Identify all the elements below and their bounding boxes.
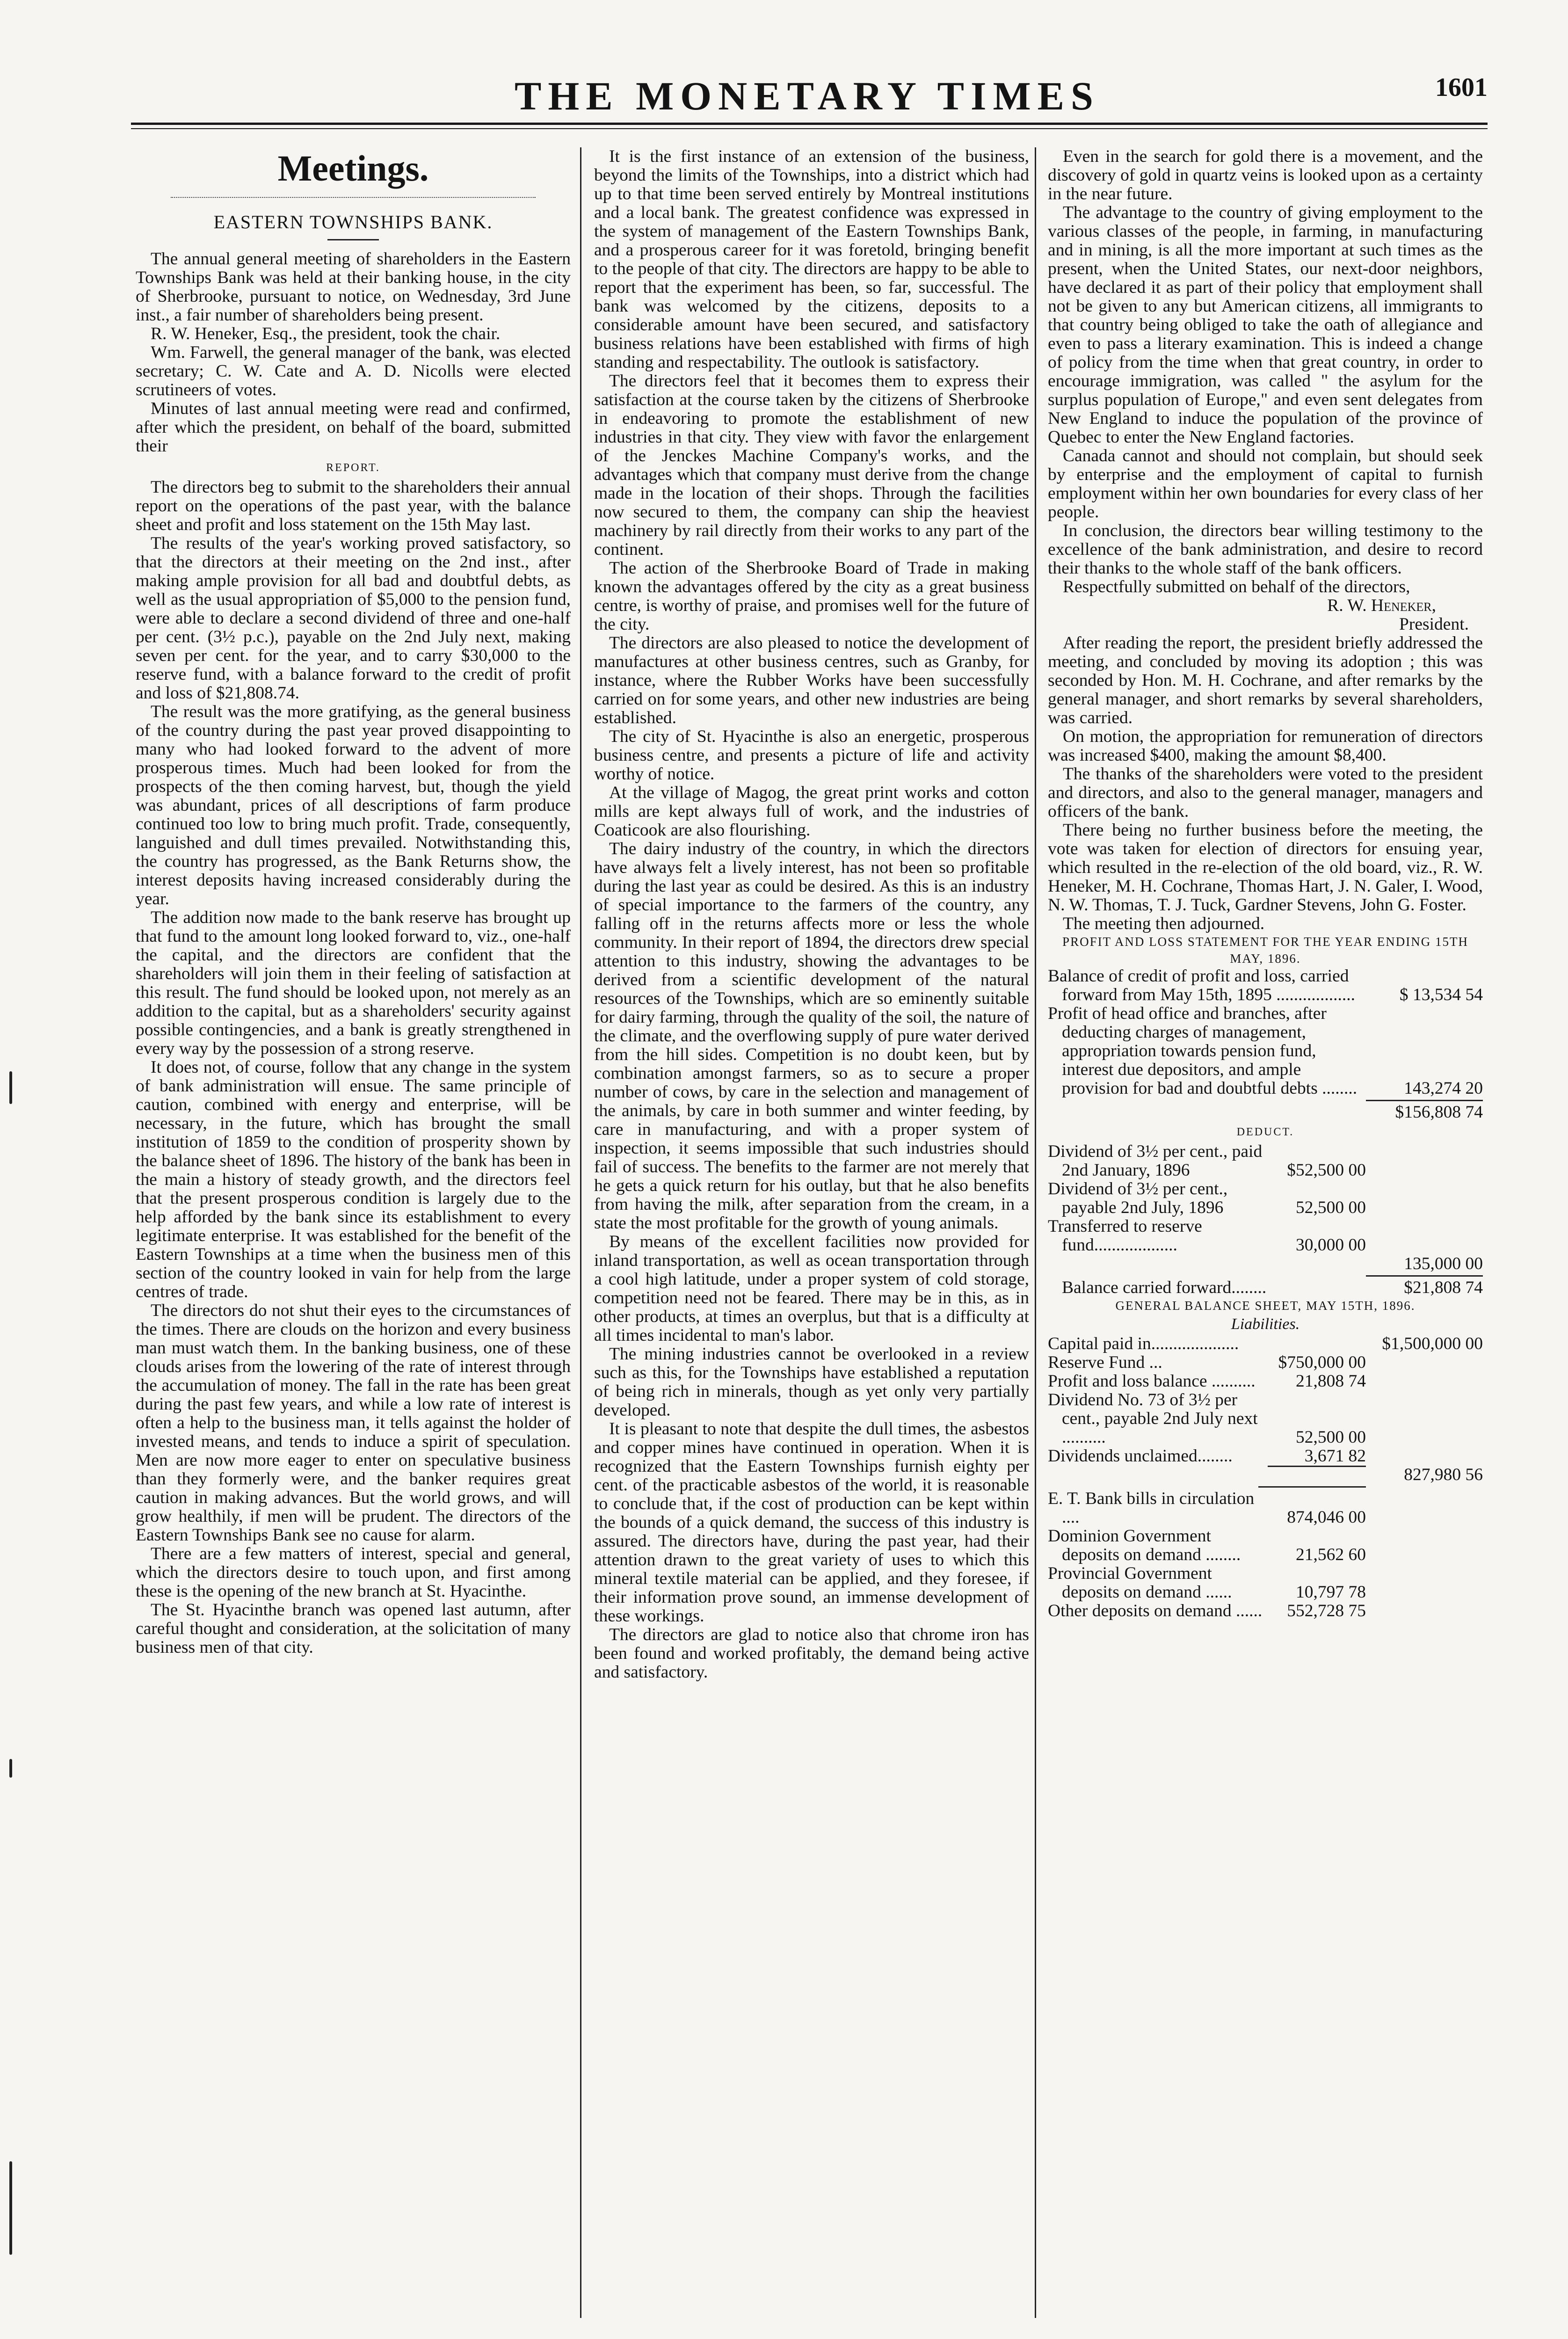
margin-mark xyxy=(9,2161,12,2255)
balance-forward-amount: $21,808 74 xyxy=(1404,1278,1483,1297)
other-deposits-label: Other deposits on demand ...... xyxy=(1048,1601,1263,1620)
deduct-heading: DEDUCT. xyxy=(1236,1126,1294,1138)
title-rule xyxy=(327,239,379,240)
pl-profit-amount: 143,274 20 xyxy=(1404,1079,1483,1098)
dominion-deposits-amount: 21,562 60 xyxy=(1296,1545,1366,1564)
bs-row xyxy=(1048,1602,1483,1620)
paragraph: The action of the Sherbrooke Board of Trade in making known the advantages offered by the city as a great business centre, is worthy of praise, and promises well for the future of the city. xyxy=(594,559,1029,634)
report-heading: REPORT. xyxy=(326,462,380,474)
paragraph: Even in the search for gold there is a movement, and the discovery of gold in quartz veins is looked upon as a certainty in the near future. xyxy=(1048,147,1483,203)
provincial-deposits-label: Provincial Government deposits on demand ...... xyxy=(1048,1564,1232,1602)
bs-row xyxy=(1048,1391,1483,1447)
masthead-rule-bottom xyxy=(131,128,1488,129)
bs-row xyxy=(1048,1489,1483,1527)
page-number: 1601 xyxy=(1435,73,1488,102)
dividend-1-amount: $52,500 00 xyxy=(1287,1161,1366,1180)
pl-row xyxy=(1048,967,1483,1004)
paragraph: The directors do not shut their eyes to the circumstances of the times. There are clouds on the horizon and every business man must watch them. In the banking business, one of these clouds arises from the lowering of the rate of interest through the accumulation of money. The fall in the rate has been great during the past few years, and while a low rate of interest is often a help to the business man, it tells against the holder of invested means, and tends to induce a spirit of speculation. Men are now more eager to enter on speculative business than they formerly were, and the banker requires great caution in making advances. But the world grows, and will grow healthily, if men will be prudent. The directors of the Eastern Townships Bank see no cause for alarm. xyxy=(136,1301,571,1545)
paragraph: Respectfully submitted on behalf of the directors, xyxy=(1063,577,1410,596)
paragraph: The dairy industry of the country, in which the directors have always felt a lively interest, has not been so profitable during the last year as could be desired. As this is an industry of special importance to the farmers of the country, any falling off in the returns affects more or less the whole community. In their report of 1894, the directors drew special attention to this industry, showing the advantages to be derived from a scientific development of the natural resources of the Townships, which are so eminently suitable for dairy farming, through the quality of the soil, the nature of the climate, and the overflowing supply of pure water derived from the hill sides. Competition is no doubt keen, but by combination amongst farmers, so as to secure a proper number of cows, by care in the selection and management of the animals, by care in both summer and winter feeding, by care in manufacturing, and with a proper system of inspection, it seems impossible that such industries should fail of success. The benefits to the farmer are not merely that he gets a quick return for his outlay, but that he also benefits from having the milk, after separation from the cream, in a state the most profitable for the growth of young animals. xyxy=(594,839,1029,1233)
column-rule xyxy=(580,147,581,2318)
bs-row xyxy=(1048,1353,1483,1372)
pl-total: $156,808 74 xyxy=(1395,1103,1483,1122)
pl-balance-amount: $ 13,534 54 xyxy=(1399,985,1483,1004)
pl-row xyxy=(1048,1278,1483,1297)
bs-row xyxy=(1048,1466,1483,1484)
bs-row xyxy=(1048,1564,1483,1602)
bank-bills-amount: 874,046 00 xyxy=(1287,1508,1366,1527)
reserve-transfer-amount: 30,000 00 xyxy=(1296,1235,1366,1255)
masthead xyxy=(131,73,1488,118)
column-2 xyxy=(594,147,1029,2318)
paragraph: The city of St. Hyacinthe is also an energetic, prosperous business centre, and presents a picture of life and activity worthy of notice. xyxy=(594,727,1029,784)
pl-row xyxy=(1048,1217,1483,1255)
reserve-subtotal: 827,980 56 xyxy=(1404,1465,1483,1484)
section-heading: Meetings. xyxy=(277,148,429,189)
paragraph: After reading the report, the president briefly addressed the meeting, and concluded by moving its adoption ; this was seconded by Hon. M. H. Cochrane, and after remarks by the general manager, and short remarks by several shareholders, was carried. xyxy=(1048,633,1483,727)
signature-title: President. xyxy=(1399,615,1469,634)
paragraph: The thanks of the shareholders were voted to the president and directors, and also to the general manager, managers and officers of the bank. xyxy=(1048,764,1483,821)
margin-mark xyxy=(9,1759,12,1778)
paragraph: Wm. Farwell, the general manager of the bank, was elected secretary; C. W. Cate and A. D. Nicolls were elected scrutineers of votes. xyxy=(136,343,571,400)
dividend-2-amount: 52,500 00 xyxy=(1296,1198,1366,1217)
paragraph: The St. Hyacinthe branch was opened last autumn, after careful thought and consideration, at the solicitation of many business men of that city. xyxy=(136,1600,571,1657)
paragraph: Canada cannot and should not complain, but should seek by enterprise and the employment of capital to furnish employment within her own boundaries for every class of her people. xyxy=(1048,446,1483,522)
profit-loss-balance-label: Profit and loss balance .......... xyxy=(1048,1372,1256,1391)
dividends-unclaimed-label: Dividends unclaimed........ xyxy=(1048,1446,1233,1466)
pl-row xyxy=(1048,1103,1483,1122)
paragraph: In conclusion, the directors bear willing testimony to the excellence of the bank administration, and desire to record their thanks to the whole staff of the bank officers. xyxy=(1048,521,1483,578)
paragraph: It is pleasant to note that despite the dull times, the asbestos and copper mines have continued in operation. When it is recognized that the Eastern Townships furnish eighty per cent. of the practicable asbestos of the world, it is reasonable to conclude that, if the cost of production can be kept within the bounds of a quick demand, the success of this industry is assured. The directors have, during the past year, had their attention drawn to the great variety of uses to which this mineral textile material can be applied, and they foresee, if their information prove sound, an immense development of these workings. xyxy=(594,1419,1029,1626)
paragraph: Minutes of last annual meeting were read and confirmed, after which the president, on behalf of the board, submitted their xyxy=(136,399,571,456)
dividend-73-label: Dividend No. 73 of 3½ per cent., payable 2nd July next .......... xyxy=(1048,1390,1258,1447)
paragraph: The result was the more gratifying, as the general business of the country during the past year proved disappointing to many who had looked forward to the advent of more prosperous times. Much had been looked for from the prospects of the then coming harvest, but, though the yield was abundant, prices of all descriptions of farm produce continued too low to bring much profit. Trade, consequently, languished and dull times prevailed. Notwithstanding this, the country has progressed, as the Bank Returns show, the interest deposits having increased considerably during the year. xyxy=(136,702,571,908)
heading-rule xyxy=(171,197,536,198)
pl-row xyxy=(1048,1142,1483,1180)
bs-row xyxy=(1048,1447,1483,1466)
paragraph: It is the first instance of an extension of the business, beyond the limits of the Townships, into a district which had up to that time been served entirely by Montreal institutions and a local bank. The greatest confidence was expressed in the system of management of the Eastern Townships Bank, and a prosperous career for it was foretold, bringing benefit to the people of that city. The directors are happy to be able to report that the experiment has been, so far, successful. The bank was welcomed by the citizens, deposits to a considerable amount have been secured, and satisfactory business relations have been established with firms of high standing and respectability. The outlook is satisfactory. xyxy=(594,147,1029,372)
paragraph: By means of the excellent facilities now provided for inland transportation, as well as ocean transportation through a cool high latitude, under a proper system of cold storage, competition need not be feared. There may be in this, as in other products, at times an overplus, but that is a difficulty at all times incidental to man's labor. xyxy=(594,1232,1029,1345)
paragraph: The advantage to the country of giving employment to the various classes of the people, in farming, in manufacturing and in mining, is all the more important at such times as the present, when the United States, our next-door neighbors, have declared it as part of their policy that employment shall not be given to any but American citizens, all immigrants to that country being obliged to take the oath of allegiance and even to pass a literary examination. This is indeed a change of policy from the time when that great country, in order to encourage immigration, was called " the asylum for the surplus population of Europe," and even sent delegates from New England to induce the population of the province of Quebec to enter the New England factories. xyxy=(1048,203,1483,447)
dividends-unclaimed-amount: 3,671 82 xyxy=(1304,1446,1366,1466)
paragraph: On motion, the appropriation for remuneration of directors was increased $400, making the amount $8,400. xyxy=(1048,727,1483,765)
bs-row xyxy=(1048,1372,1483,1391)
paragraph: There being no further business before the meeting, the vote was taken for election of directors for ensuing year, which resulted in the re-election of the old board, viz., R. W. Heneker, M. H. Cochrane, Thomas Hart, J. N. Galer, I. Wood, N. W. Thomas, T. J. Tuck, Gardner Stevens, John G. Foster. xyxy=(1048,821,1483,915)
paragraph: The results of the year's working proved satisfactory, so that the directors at their meeting on the 2nd inst., after making ample provision for all bad and doubtful debts, as well as the usual appropriation of $5,000 to the pension fund, were able to declare a second dividend of three and one-half per cent. (3½ p.c.), payable on the 2nd July next, making seven per cent. for the year, and to carry $30,000 to the reserve fund, with a balance forward to the credit of profit and loss of $21,808.74. xyxy=(136,534,571,703)
article-title: EASTERN TOWNSHIPS BANK. xyxy=(213,211,493,232)
paragraph: The directors beg to submit to the shareholders their annual report on the operations of the past year, with the balance sheet and profit and loss statement on the 15th May last. xyxy=(136,478,571,534)
paragraph: The directors are glad to notice also that chrome iron has been found and worked profitably, the demand being active and satisfactory. xyxy=(594,1625,1029,1682)
reserve-transfer-label: Transferred to reserve fund................... xyxy=(1048,1217,1202,1255)
sum-rule xyxy=(1366,1275,1483,1277)
balance-forward-label: Balance carried forward........ xyxy=(1062,1278,1267,1297)
capital-amount: $1,500,000 00 xyxy=(1382,1334,1483,1353)
paragraph: The annual general meeting of shareholders in the Eastern Townships Bank was held at their banking house, in the city of Sherbrooke, pursuant to notice, on Wednesday, 3rd June inst., a fair number of shareholders being present. xyxy=(136,249,571,325)
dividend-1-label: Dividend of 3½ per cent., paid 2nd January, 1896 xyxy=(1048,1142,1263,1180)
profit-loss-balance-amount: 21,808 74 xyxy=(1296,1372,1366,1391)
paragraph: R. W. Heneker, Esq., the president, took the chair. xyxy=(151,324,501,343)
dividend-2-label: Dividend of 3½ per cent., payable 2nd July, 1896 xyxy=(1048,1179,1228,1217)
deduct-total: 135,000 00 xyxy=(1404,1254,1483,1273)
reserve-fund-label: Reserve Fund ... xyxy=(1048,1353,1162,1372)
pl-row xyxy=(1048,1255,1483,1273)
paragraph: The addition now made to the bank reserve has brought up that fund to the amount long looked forward to, viz., one-half the capital, and the directors are confident that the shareholders will join them in their feeling of satisfaction at this result. The fund should be looked upon, not merely as an addition to the capital, but as a shareholders' security against possible contingencies, and a bank is greatly strengthened in every way by the possession of a strong reserve. xyxy=(136,908,571,1058)
paragraph: At the village of Magog, the great print works and cotton mills are kept always full of work, and the industries of Coaticook are also flourishing. xyxy=(594,783,1029,840)
sum-rule xyxy=(1258,1486,1366,1488)
dividend-73-amount: 52,500 00 xyxy=(1296,1428,1366,1447)
dominion-deposits-label: Dominion Government deposits on demand ........ xyxy=(1048,1526,1241,1564)
pl-profit-label: Profit of head office and branches, after deducting charges of management, appropriation towards pension fund, interest due depositors, and ample provision for bad and doubtful debts ........ xyxy=(1048,1004,1357,1098)
paragraph: The directors are also pleased to notice the development of manufactures at other business centres, such as Granby, for instance, where the Rubber Works have been successfully carried on for some years, and other new industries are being established. xyxy=(594,633,1029,727)
paragraph: The directors feel that it becomes them to express their satisfaction at the course taken by the citizens of Sherbrooke in endeavoring to promote the establishment of new industries in that city. They view with favor the enlargement of the Jenckes Machine Company's works, and the advantages which that company must derive from the change made in the location of their shops. Through the facilities now secured to them, the company can ship the heaviest machinery by rail directly from their works to any part of the continent. xyxy=(594,371,1029,559)
capital-label: Capital paid in.................... xyxy=(1048,1334,1239,1353)
pl-row xyxy=(1048,1004,1483,1098)
liabilities-heading: Liabilities. xyxy=(1231,1315,1300,1333)
column-3 xyxy=(1048,147,1483,2318)
column-rule xyxy=(1035,147,1036,2318)
bank-bills-label: E. T. Bank bills in circulation .... xyxy=(1048,1489,1255,1527)
paragraph: The mining industries cannot be overlooked in a review such as this, for the Townships have established a reputation of being rich in minerals, though as yet only very partially developed. xyxy=(594,1344,1029,1420)
paragraph: It does not, of course, follow that any change in the system of bank administration will ensue. The same principle of caution, combined with energy and enterprise, will be necessary, in the future, which has brought the small institution of 1859 to the condition of prosperity shown by the balance sheet of 1896. The history of the bank has been in the main a history of steady growth, and the directors feel that the present prosperous condition is largely due to the help afforded by the bank since its establishment to every legitimate enterprise. It was established for the benefit of the Eastern Townships at a time when the business men of this section of the country looked in vain for help from the large centres of trade. xyxy=(136,1058,571,1301)
paragraph: The meeting then adjourned. xyxy=(1063,914,1265,933)
other-deposits-amount: 552,728 75 xyxy=(1287,1601,1366,1620)
sum-rule xyxy=(1366,1100,1483,1101)
bs-row xyxy=(1048,1335,1483,1353)
masthead-rule-top xyxy=(131,123,1488,125)
profit-loss-heading: PROFIT AND LOSS STATEMENT FOR THE YEAR ENDING 15TH MAY, 1896. xyxy=(1062,935,1468,966)
signature-name: R. W. Heneker, xyxy=(1327,596,1436,615)
margin-mark xyxy=(9,1071,12,1104)
pl-balance-label: Balance of credit of profit and loss, carried forward from May 15th, 1895 .................. xyxy=(1048,966,1355,1004)
provincial-deposits-amount: 10,797 78 xyxy=(1296,1583,1366,1602)
column-1 xyxy=(136,147,571,2318)
pl-row xyxy=(1048,1180,1483,1217)
newspaper-title: THE MONETARY TIMES xyxy=(515,73,1100,118)
paragraph: There are a few matters of interest, special and general, which the directors desire to touch upon, and first among these is the opening of the new branch at St. Hyacinthe. xyxy=(136,1544,571,1601)
bs-row xyxy=(1048,1527,1483,1564)
reserve-fund-amount: $750,000 00 xyxy=(1278,1353,1366,1372)
balance-sheet-heading: GENERAL BALANCE SHEET, MAY 15TH, 1896. xyxy=(1115,1299,1416,1313)
